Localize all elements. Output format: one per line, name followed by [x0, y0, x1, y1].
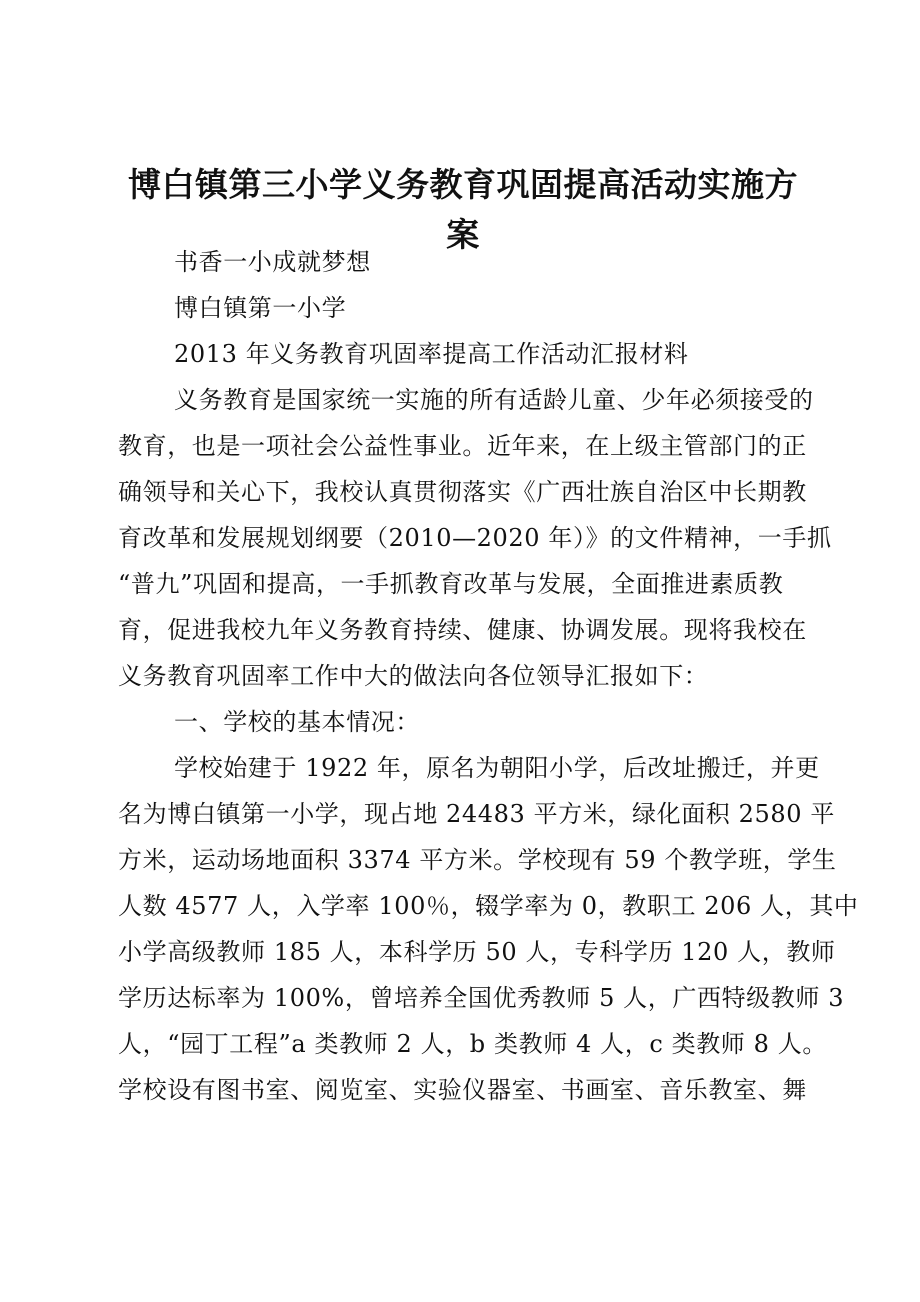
paragraph-line: 名为博白镇第一小学，现占地 24483 平方米，绿化面积 2580 平	[118, 800, 835, 828]
title-line-1: 博白镇第三小学义务教育巩固提高活动实施方	[128, 165, 798, 204]
title-line-2: 案	[446, 215, 480, 254]
paragraph-line: 育，促进我校九年义务教育持续、健康、协调发展。现将我校在	[118, 616, 807, 644]
paragraph-line: 义务教育是国家统一实施的所有适龄儿童、少年必须接受的	[174, 386, 814, 414]
slogan-line: 书香一小成就梦想	[174, 248, 371, 276]
paragraph-line: 确领导和关心下，我校认真贯彻落实《广西壮族自治区中长期教	[118, 478, 807, 506]
basic-info-paragraph	[118, 745, 859, 1113]
paragraph-line: 育改革和发展规划纲要（2010—2020 年）》的文件精神，一手抓	[118, 524, 832, 552]
section-heading-basic-info: 一、学校的基本情况：	[174, 708, 420, 736]
paragraph-line: 小学高级教师 185 人，本科学历 50 人，专科学历 120 人，教师	[118, 938, 836, 966]
paragraph-line: 学历达标率为 100%，曾培养全国优秀教师 5 人，广西特级教师 3	[118, 984, 845, 1012]
paragraph-line: 义务教育巩固率工作中大的做法向各位领导汇报如下：	[118, 662, 709, 690]
paragraph-line: 学校设有图书室、阅览室、实验仪器室、书画室、音乐教室、舞	[118, 1076, 807, 1104]
school-name-line: 博白镇第一小学	[174, 294, 347, 322]
paragraph-line: 人，“园丁工程”a 类教师 2 人，b 类教师 4 人，c 类教师 8 人。	[118, 1030, 827, 1058]
document-body	[118, 239, 859, 1113]
paragraph-line: 学校始建于 1922 年，原名为朝阳小学，后改址搬迁，并更	[174, 754, 820, 782]
paragraph-line: 方米，运动场地面积 3374 平方米。学校现有 59 个教学班，学生	[118, 846, 837, 874]
paragraph-line: “普九”巩固和提高，一手抓教育改革与发展，全面推进素质教	[118, 570, 784, 598]
paragraph-line: 教育，也是一项社会公益性事业。近年来，在上级主管部门的正	[118, 432, 807, 460]
paragraph-line: 人数 4577 人，入学率 100％，辍学率为 0，教职工 206 人，其中	[118, 892, 859, 920]
report-title-line: 2013 年义务教育巩固率提高工作活动汇报材料	[174, 340, 689, 368]
intro-paragraph	[118, 377, 832, 699]
